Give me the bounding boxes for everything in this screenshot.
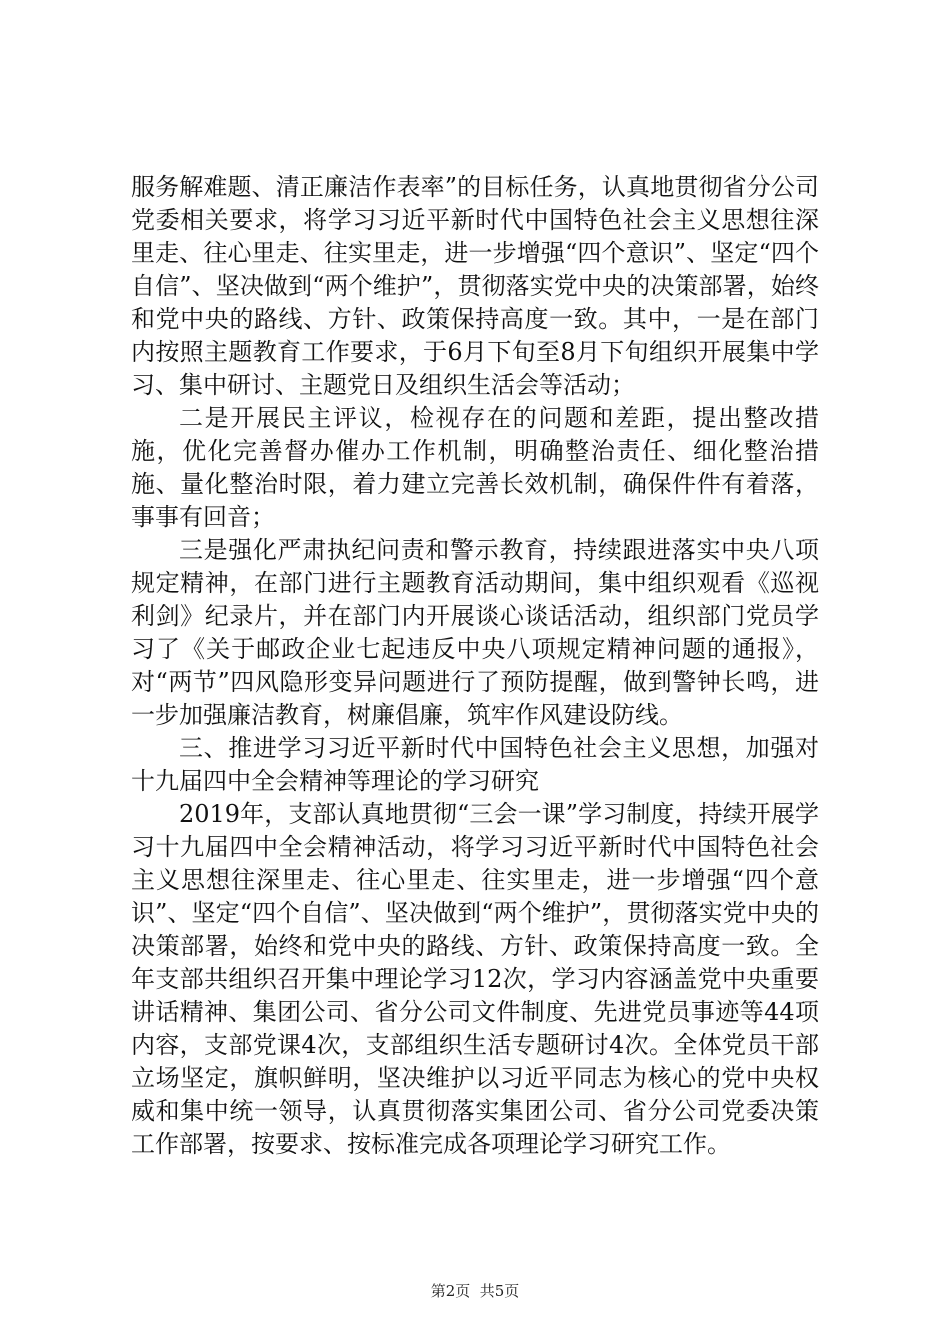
page-footer: 第2页 共5页 <box>430 1282 520 1300</box>
paragraph-item-two: 二是开展民主评议，检视存在的问题和差距，提出整改措施，优化完善督办催办工作机制，明确整治责任、细化整治措施、量化整治时限，着力建立完善长效机制，确保件件有着落，事事有回音； <box>131 404 819 531</box>
paragraph-continuation: 服务解难题、清正廉洁作表率”的目标任务，认真地贯彻省分公司党委相关要求，将学习习近平新时代中国特色社会主义思想往深里走、往心里走、往实里走，进一步增强“四个意识”、坚定“四个自信”、坚决做到“两个维护”，贯彻落实党中央的决策部署，始终和党中央的路线、方针、政策保持高度一致。其中，一是在部门内按照主题教育工作要求，于6月下旬至8月下旬组织开展集中学习、集中研讨、主题党日及组织生活会等活动； <box>131 173 819 399</box>
paragraph-item-three: 三是强化严肃执纪问责和警示教育，持续跟进落实中央八项规定精神，在部门进行主题教育活动期间，集中组织观看《巡视利剑》纪录片，并在部门内开展谈心谈话活动，组织部门党员学习了《关于邮政企业七起违反中央八项规定精神问题的通报》，对“两节”四风隐形变异问题进行了预防提醒，做到警钟长鸣，进一步加强廉洁教育，树廉倡廉，筑牢作风建设防线。 <box>131 536 819 729</box>
document-body <box>131 171 819 1161</box>
section-heading: 三、推进学习习近平新时代中国特色社会主义思想，加强对十九届四中全会精神等理论的学习研究 <box>131 734 819 795</box>
paragraph-2019-summary: 2019年，支部认真地贯彻“三会一课”学习制度，持续开展学习十九届四中全会精神活动，将学习习近平新时代中国特色社会主义思想往深里走、往心里走、往实里走，进一步增强“四个意识”、坚定“四个自信”、坚决做到“两个维护”，贯彻落实党中央的决策部署，始终和党中央的路线、方针、政策保持高度一致。全年支部共组织召开集中理论学习12次，学习内容涵盖党中央重要讲话精神、集团公司、省分公司文件制度、先进党员事迹等44项内容，支部党课4次，支部组织生活专题研讨4次。全体党员干部立场坚定，旗帜鲜明，坚决维护以习近平同志为核心的党中央权威和集中统一领导，认真贯彻落实集团公司、省分公司党委决策工作部署，按要求、按标准完成各项理论学习研究工作。 <box>131 800 819 1158</box>
